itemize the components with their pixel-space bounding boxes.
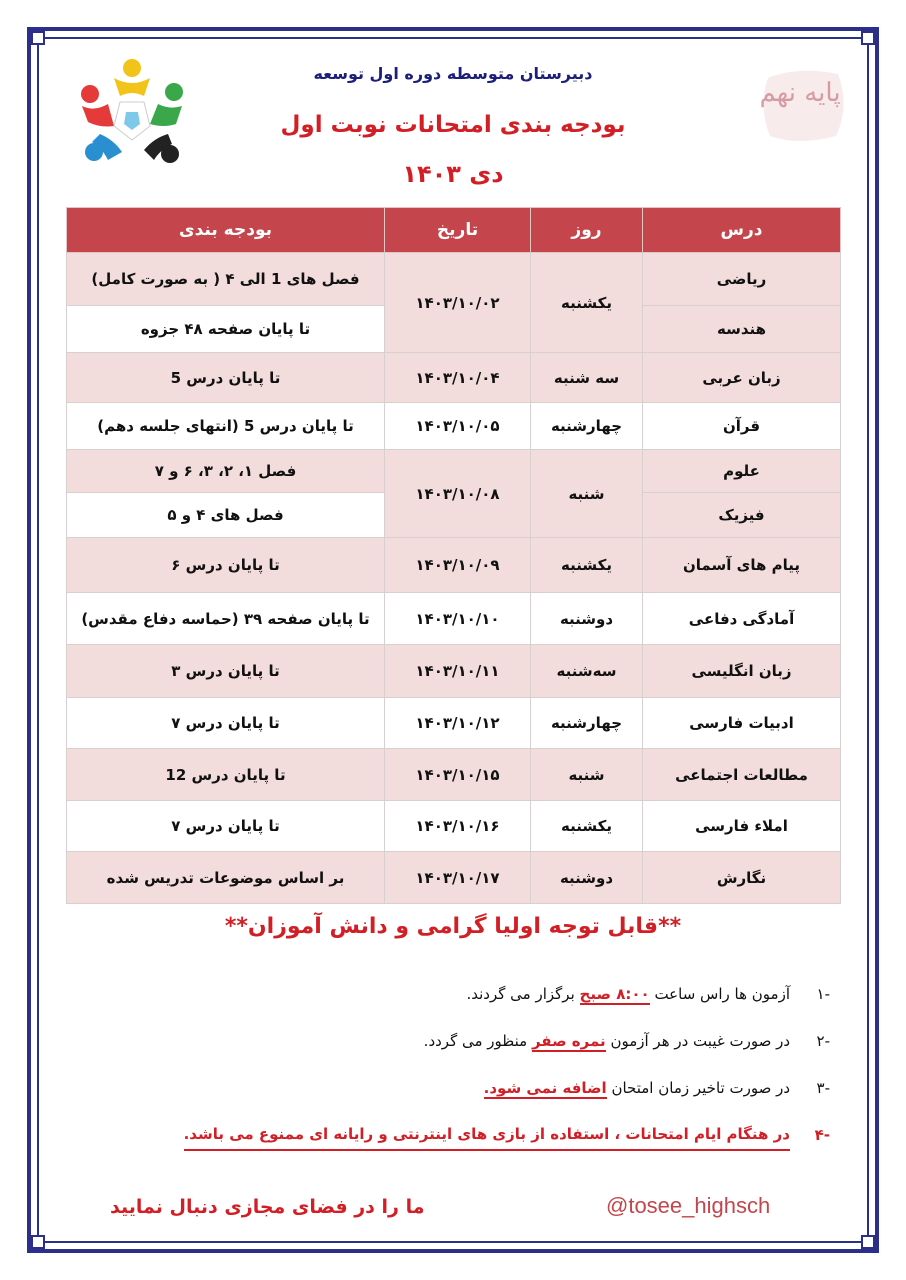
frame-corner (861, 1235, 875, 1249)
day-cell: سه‌شنبه (531, 645, 643, 698)
subject-cell: نگارش (643, 852, 841, 904)
date-cell: ۱۴۰۳/۱۰/۰۲ (385, 253, 531, 353)
day-cell: دوشنبه (531, 593, 643, 645)
date-cell: ۱۴۰۳/۱۰/۰۹ (385, 538, 531, 593)
date-cell: ۱۴۰۳/۱۰/۱۲ (385, 698, 531, 749)
table-row (67, 645, 841, 698)
table-row (67, 253, 841, 306)
page-title: بودجه بندی امتحانات نوبت اول (280, 112, 626, 138)
subject-cell: قرآن (643, 403, 841, 450)
date-cell: ۱۴۰۳/۱۰/۰۵ (385, 403, 531, 450)
table-row (67, 593, 841, 645)
budget-cell: فصل های ۴ و ۵ (67, 493, 385, 538)
date-cell: ۱۴۰۳/۱۰/۱۶ (385, 801, 531, 852)
day-cell: چهارشنبه (531, 403, 643, 450)
note-highlight: نمره صفر (531, 1031, 606, 1050)
header-date: تاریخ (385, 208, 531, 253)
day-cell: شنبه (531, 749, 643, 801)
note-number: -۱ (816, 984, 830, 1003)
subject-cell: املاء فارسی (643, 801, 841, 852)
day-cell: چهارشنبه (531, 698, 643, 749)
date-cell: ۱۴۰۳/۱۰/۰۴ (385, 353, 531, 403)
subject-cell: علوم (643, 450, 841, 493)
budget-cell: تا پایان درس ۷ (67, 801, 385, 852)
day-cell: سه شنبه (531, 353, 643, 403)
table-row (67, 538, 841, 593)
frame-corner (861, 31, 875, 45)
subject-cell: پیام های آسمان (643, 538, 841, 593)
budget-cell: تا پایان درس 5 (67, 353, 385, 403)
note-number: -۲ (816, 1031, 830, 1050)
table-row (67, 353, 841, 403)
table-row (67, 450, 841, 493)
date-cell: ۱۴۰۳/۱۰/۱۵ (385, 749, 531, 801)
exam-date: دی ۱۴۰۳ (402, 160, 504, 188)
subject-cell: هندسه (643, 306, 841, 353)
day-cell: شنبه (531, 450, 643, 538)
day-cell: یکشنبه (531, 253, 643, 353)
frame-corner (31, 31, 45, 45)
note-item (100, 1017, 830, 1064)
budget-cell: تا پایان درس ۳ (67, 645, 385, 698)
exam-schedule-table (66, 207, 841, 904)
note-text: منظور می گردد. (423, 1031, 528, 1050)
notes-list (100, 970, 830, 1158)
table-row (67, 801, 841, 852)
table-row (67, 698, 841, 749)
note-number: -۳ (816, 1078, 830, 1097)
note-text: برگزار می گردند. (466, 984, 575, 1003)
date-cell: ۱۴۰۳/۱۰/۱۰ (385, 593, 531, 645)
follow-us-text: ما را در فضای مجازی دنبال نمایید (110, 1196, 425, 1218)
note-highlight: ۸:۰۰ صبح (579, 984, 650, 1003)
budget-cell: بر اساس موضوعات تدریس شده (67, 852, 385, 904)
date-cell: ۱۴۰۳/۱۰/۰۸ (385, 450, 531, 538)
budget-cell: فصل ۱، ۲، ۳، ۶ و ۷ (67, 450, 385, 493)
note-item (100, 1064, 830, 1111)
budget-cell: تا پایان صفحه ۴۸ جزوه (67, 306, 385, 353)
header-subject: درس (643, 208, 841, 253)
note-item (100, 1111, 830, 1158)
note-text: در صورت غیبت در هر آزمون (610, 1031, 790, 1050)
budget-cell: تا پایان درس ۷ (67, 698, 385, 749)
notice-heading: **قابل توجه اولیا گرامی و دانش آموزان** (224, 914, 682, 939)
frame-corner (31, 1235, 45, 1249)
note-item (100, 970, 830, 1017)
subject-cell: ریاضی (643, 253, 841, 306)
budget-cell: تا پایان درس ۶ (67, 538, 385, 593)
budget-cell: تا پایان درس 5 (انتهای جلسه دهم) (67, 403, 385, 450)
day-cell: دوشنبه (531, 852, 643, 904)
subject-cell: فیزیک (643, 493, 841, 538)
subject-cell: زبان انگلیسی (643, 645, 841, 698)
date-cell: ۱۴۰۳/۱۰/۱۱ (385, 645, 531, 698)
header-day: روز (531, 208, 643, 253)
budget-cell: تا پایان درس 12 (67, 749, 385, 801)
header-budget: بودجه بندی (67, 208, 385, 253)
date-cell: ۱۴۰۳/۱۰/۱۷ (385, 852, 531, 904)
note-text: آزمون ها راس ساعت (654, 984, 790, 1003)
budget-cell: تا پایان صفحه ۳۹ (حماسه دفاع مقدس) (67, 593, 385, 645)
note-number: -۴ (814, 1125, 830, 1144)
budget-cell: فصل های 1 الی ۴ ( به صورت کامل) (67, 253, 385, 306)
grade-stamp-text: پایه نهم (759, 78, 841, 108)
day-cell: یکشنبه (531, 538, 643, 593)
subject-cell: آمادگی دفاعی (643, 593, 841, 645)
note-highlight: اضافه نمی شود. (483, 1078, 607, 1097)
school-name: دبیرستان متوسطه دوره اول توسعه (313, 64, 593, 83)
subject-cell: مطالعات اجتماعی (643, 749, 841, 801)
table-row (67, 403, 841, 450)
note-text: در صورت تاخیر زمان امتحان (611, 1078, 790, 1097)
table-row (67, 852, 841, 904)
day-cell: یکشنبه (531, 801, 643, 852)
table-header-row (67, 208, 841, 253)
note-warning-text: در هنگام ایام امتحانات ، استفاده از بازی های اینترنتی و رایانه ای ممنوع می باشد. (184, 1119, 790, 1151)
table-row (67, 749, 841, 801)
subject-cell: ادبیات فارسی (643, 698, 841, 749)
subject-cell: زبان عربی (643, 353, 841, 403)
social-handle[interactable]: @tosee_highsch (606, 1193, 771, 1218)
